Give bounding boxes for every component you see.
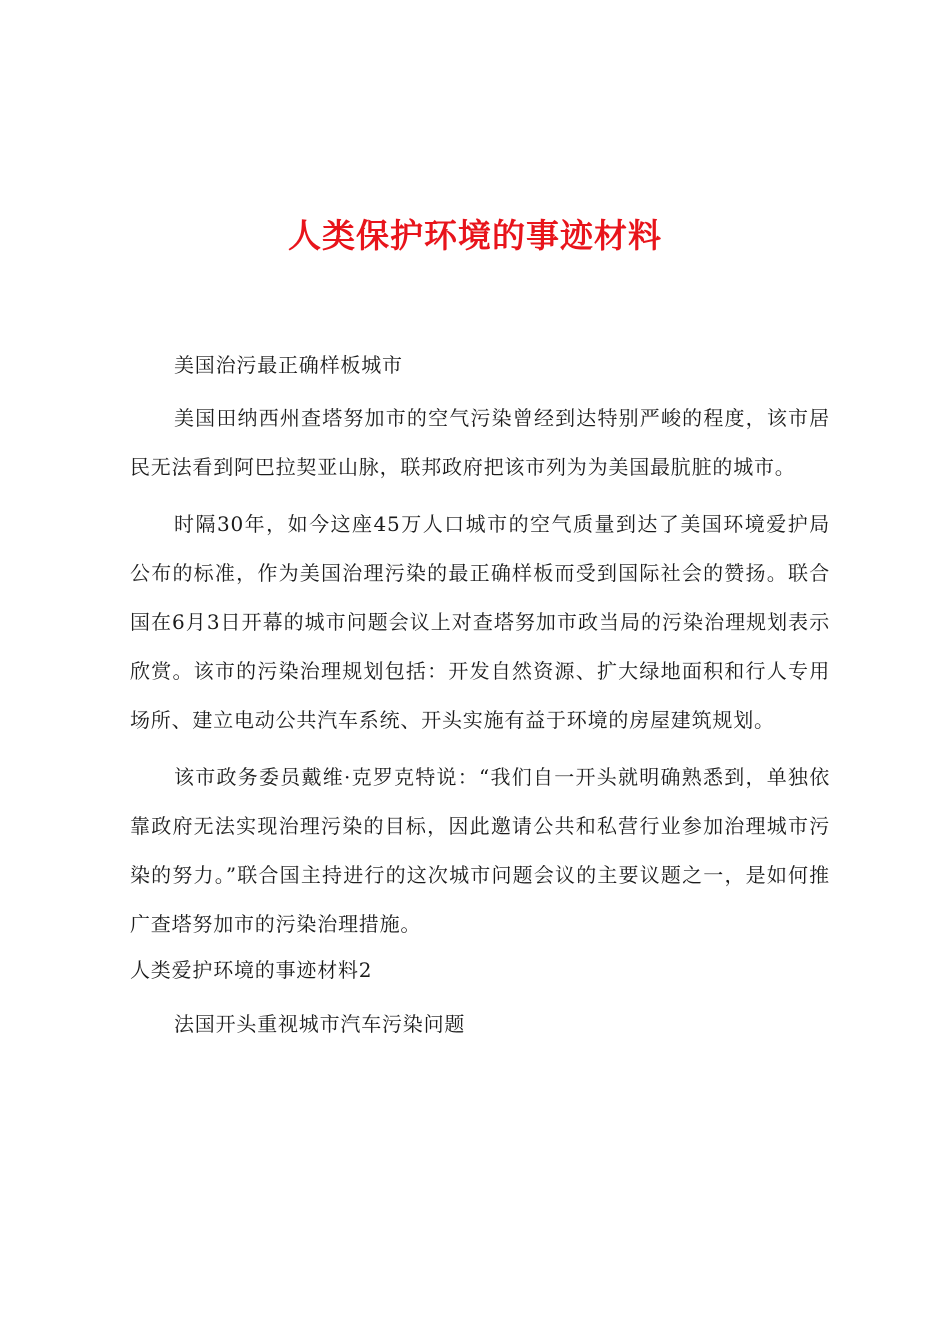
paragraph-2: 时隔30年，如今这座45万人口城市的空气质量到达了美国环境爱护局公布的标准，作为美国治理污染的最正确样板而受到国际社会的赞扬。联合国在6月3日开幕的城市问题会议上对查塔努加市政当局的污染治理规划表示欣赏。该市的污染治理规划包括：开发自然资源、扩大绿地面积和行人专用场所、建立电动公共汽车系统、开头实施有益于环境的房屋建筑规划。 [130,512,830,732]
paragraph-3: 该市政务委员戴维·克罗克特说：“我们自一开头就明确熟悉到，单独依靠政府无法实现治理污染的目标，因此邀请公共和私营行业参加治理城市污染的努力。”联合国主持进行的这次城市问题会议的主要议题之一，是如何推广查塔努加市的污染治理措施。 [130,765,830,936]
section-heading-2: 法国开头重视城市汽车污染问题 [174,1012,466,1036]
section-heading-1: 美国治污最正确样板城市 [174,353,403,377]
paragraph-1: 美国田纳西州查塔努加市的空气污染曾经到达特别严峻的程度，该市居民无法看到阿巴拉契亚山脉，联邦政府把该市列为为美国最肮脏的城市。 [130,406,830,479]
part-2-label: 人类爱护环境的事迹材料2 [130,958,373,982]
document-body [130,344,830,1053]
document-title: 人类保护环境的事迹材料 [288,216,662,255]
